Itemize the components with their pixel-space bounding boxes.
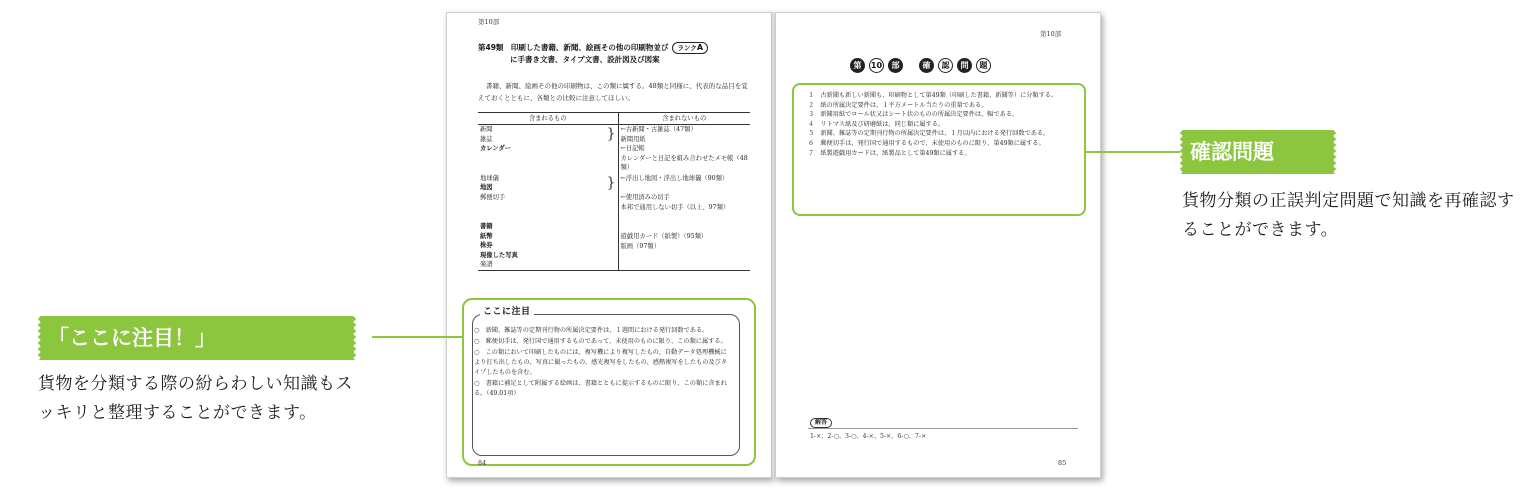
included-cell [478, 125, 618, 174]
question-item: １ 古新聞も新しい新聞も、印刷物として第49類（印刷した書籍、新聞等）に分類する。 [808, 92, 1058, 99]
brace-icon: } [606, 126, 616, 142]
rank-badge [672, 42, 708, 54]
included-item: 地図 [480, 184, 493, 191]
excluded-item: 版画（97類） [620, 242, 660, 250]
included-item: カレンダー [480, 145, 512, 152]
heading-char: 第 [850, 58, 865, 73]
right-connector-line [1086, 151, 1180, 153]
included-item: 紙幣 [480, 232, 493, 240]
left-connector-line [372, 336, 462, 338]
excluded-item: ←日記帳 [620, 145, 645, 152]
excluded-header: 含まれないもの [618, 113, 750, 125]
attention-box [462, 298, 756, 466]
heading-char: 確 [919, 58, 934, 73]
included-item: 現像した写真 [480, 251, 518, 259]
included-header: 含まれるもの [478, 113, 618, 125]
included-item: 地球儀 [480, 174, 499, 182]
section-heading [478, 42, 748, 66]
section-heading-line2: に手書き文書、タイプ文書、設計図及び図案 [510, 55, 660, 64]
heading-char: 部 [888, 58, 903, 73]
heading-char: 題 [976, 58, 991, 73]
classification-table [478, 112, 750, 271]
left-page-number: 84 [478, 459, 487, 467]
excluded-item: ←使用済みの切手 [620, 194, 670, 201]
answer-label: 解答 [810, 418, 832, 428]
excluded-cell [618, 125, 750, 174]
callout-right-banner: 確認問題 [1180, 130, 1336, 174]
heading-char: 10 [869, 58, 884, 73]
heading-char: 認 [938, 58, 953, 73]
rank-letter: A [696, 43, 704, 52]
excluded-cell [618, 222, 750, 270]
included-cell [478, 222, 618, 270]
included-cell [478, 174, 618, 223]
question-item: ４ リトマス紙及び研磨紙は、同じ類に属する。 [808, 120, 945, 128]
question-item: ５ 新聞、雑誌等の定期刊行物の所属決定要件は、１月以内における発行回数である。 [808, 130, 1050, 138]
rank-prefix: ランク [677, 44, 697, 52]
attention-item: ○ 新聞、雑誌等の定期刊行物の所属決定要件は、１週間における発行回数である。 [474, 327, 709, 334]
table-row [478, 125, 750, 174]
question-item: ３ 新聞用紙でロール状又はシート状のものの所属決定要件は、幅である。 [808, 111, 1019, 119]
excluded-item: 遊戯用カード（紙製）（95類） [620, 233, 708, 240]
callout-right-text: 貨物分類の正誤判定問題で知識を再確認することができます。 [1182, 191, 1515, 240]
included-item: 株券 [480, 242, 493, 249]
attention-item: ○ 郵便切手は、発行国で通用するものであって、未使用のものに限り、この類に属する。 [474, 338, 727, 345]
included-item: 楽譜 [480, 261, 493, 268]
question-item: ２ 紙の所属決定要件は、１平方メートル当たりの重量である。 [808, 101, 988, 109]
included-item: 書籍 [480, 223, 493, 230]
attention-title: ここに注目 [480, 305, 534, 319]
answer-text: 1-×、2-○、3-○、4-×、5-×、6-○、7-× [810, 433, 927, 440]
question-item: ７ 紙製遊戯用カードは、紙製品として第49類に属する。 [808, 149, 971, 157]
excluded-item: カレンダーと日記を組み合わせたメモ帳（48類） [620, 154, 748, 171]
confirm-box [792, 83, 1086, 216]
attention-item: ○ 書籍に補足として附属する絵画は、書籍とともに提示するものに限り、この類に含まれる。（49.01項） [474, 380, 727, 397]
right-page-number: 85 [1058, 459, 1067, 467]
answer-divider [808, 428, 1078, 429]
excluded-item: 新聞用紙 [620, 135, 646, 143]
left-part-label: 第10部 [478, 18, 500, 26]
confirm-heading [850, 58, 991, 73]
excluded-item: ←古新聞・古雑誌（47類） [620, 126, 697, 133]
brace-icon: } [606, 174, 616, 191]
book-page-right [775, 12, 1101, 478]
attention-list [474, 326, 732, 400]
attention-item: ○ この類において印刷したものには、複写機により複写したもの、自動データ処理機械により打ち出したもの、写真に撮ったもの、感光複写をしたもの、感熱複写をしたもの及びタイプしたものを含む。 [474, 349, 727, 376]
question-item: ６ 郵便切手は、発行国で通用するもので、未使用のものに限り、第49類に属する。 [808, 139, 1045, 147]
included-item: 雑誌 [480, 135, 493, 143]
excluded-cell [618, 174, 750, 223]
excluded-item: ←浮出し地図・浮出し地球儀（90類） [620, 174, 729, 182]
excluded-item: 本邦で通用しない切手（以上、97類） [620, 203, 730, 211]
right-part-label: 第10部 [1040, 30, 1062, 38]
intro-text: 書籍、新聞、絵画その他の印刷物は、この類に属する。48類と同様に、代表的な品目を覚えておくとともに、各類との比較に注意してほしい。 [478, 82, 748, 102]
table-row [478, 174, 750, 223]
question-list [808, 91, 1080, 158]
heading-char: 問 [957, 58, 972, 73]
section-heading-line1: 第49類 印刷した書籍、新聞、絵画その他の印刷物並び [478, 43, 669, 52]
callout-left-text: 貨物を分類する際の紛らわしい知識もスッキリと整理することができます。 [38, 374, 353, 423]
included-item: 新聞 [480, 126, 493, 133]
table-row [478, 222, 750, 270]
callout-left-banner: 「ここに注目！」 [38, 316, 356, 360]
included-item: 郵便切手 [480, 193, 506, 201]
